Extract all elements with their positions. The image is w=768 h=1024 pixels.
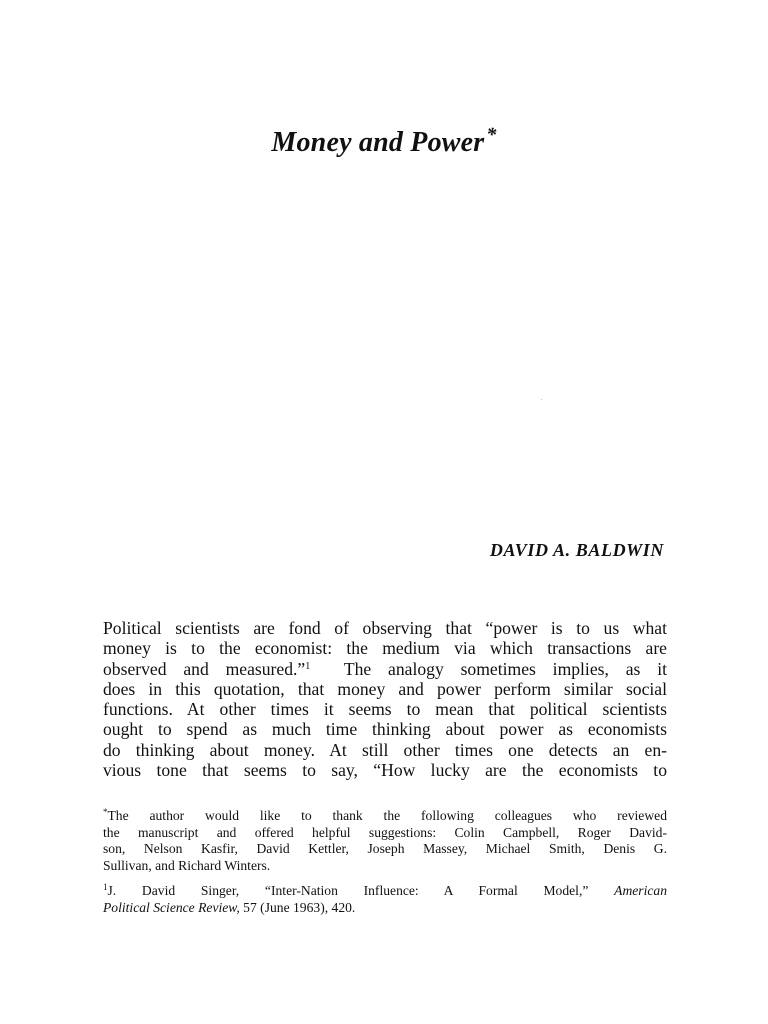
footnote-star-marker: *	[103, 807, 108, 817]
footnote-line	[103, 900, 667, 917]
footnote-line	[103, 883, 667, 900]
footnote-text: The author would like to thank the following colleagues who reviewed	[107, 808, 667, 823]
body-line: vious tone that seems to say, “How lucky are the economists to	[103, 760, 667, 781]
scan-speck	[541, 399, 542, 400]
article-title	[0, 124, 768, 159]
body-line-part: observed and measured.”	[103, 658, 306, 679]
footnote-citation: 57 (June 1963), 420.	[243, 899, 356, 915]
footnote-journal-part: Political Science Review,	[103, 899, 240, 915]
body-line: do thinking about money. At still other times one detects an en-	[103, 739, 667, 760]
body-line: ought to spend as much time thinking about power as economists	[103, 719, 667, 740]
footnote-ref-1: 1	[305, 660, 311, 672]
footnote-journal-part: American	[614, 883, 667, 899]
footnote-text: J. David Singer, “Inter-Nation Influence: A Formal Model,”	[107, 883, 589, 899]
footnote-acknowledgment	[103, 808, 667, 874]
footnotes	[103, 808, 667, 926]
author-byline: DAVID A. BALDWIN	[489, 540, 664, 560]
body-line-with-footnote	[103, 659, 667, 679]
footnote-line: Sullivan, and Richard Winters.	[103, 857, 271, 873]
body-line: Political scientists are fond of observing that “power is to us what	[103, 618, 667, 638]
title-footnote-marker: *	[486, 124, 497, 146]
body-line: money is to the economist: the medium via which transactions are	[103, 638, 667, 659]
footnote-line: son, Nelson Kasfir, David Kettler, Joseph Massey, Michael Smith, Denis G.	[103, 841, 667, 857]
article-title-text: Money and Power	[271, 127, 485, 158]
body-paragraph	[103, 618, 667, 780]
footnote-line: the manuscript and offered helpful suggestions: Colin Campbell, Roger David-	[103, 824, 667, 840]
body-line: does in this quotation, that money and power perform similar social	[103, 678, 667, 699]
footnote-1	[103, 883, 667, 916]
footnote-line	[103, 808, 667, 825]
body-line-part: The analogy sometimes implies, as it	[343, 658, 667, 679]
body-line: functions. At other times it seems to mean that political scientists	[103, 699, 667, 720]
footnote-1-marker: 1	[103, 882, 108, 893]
